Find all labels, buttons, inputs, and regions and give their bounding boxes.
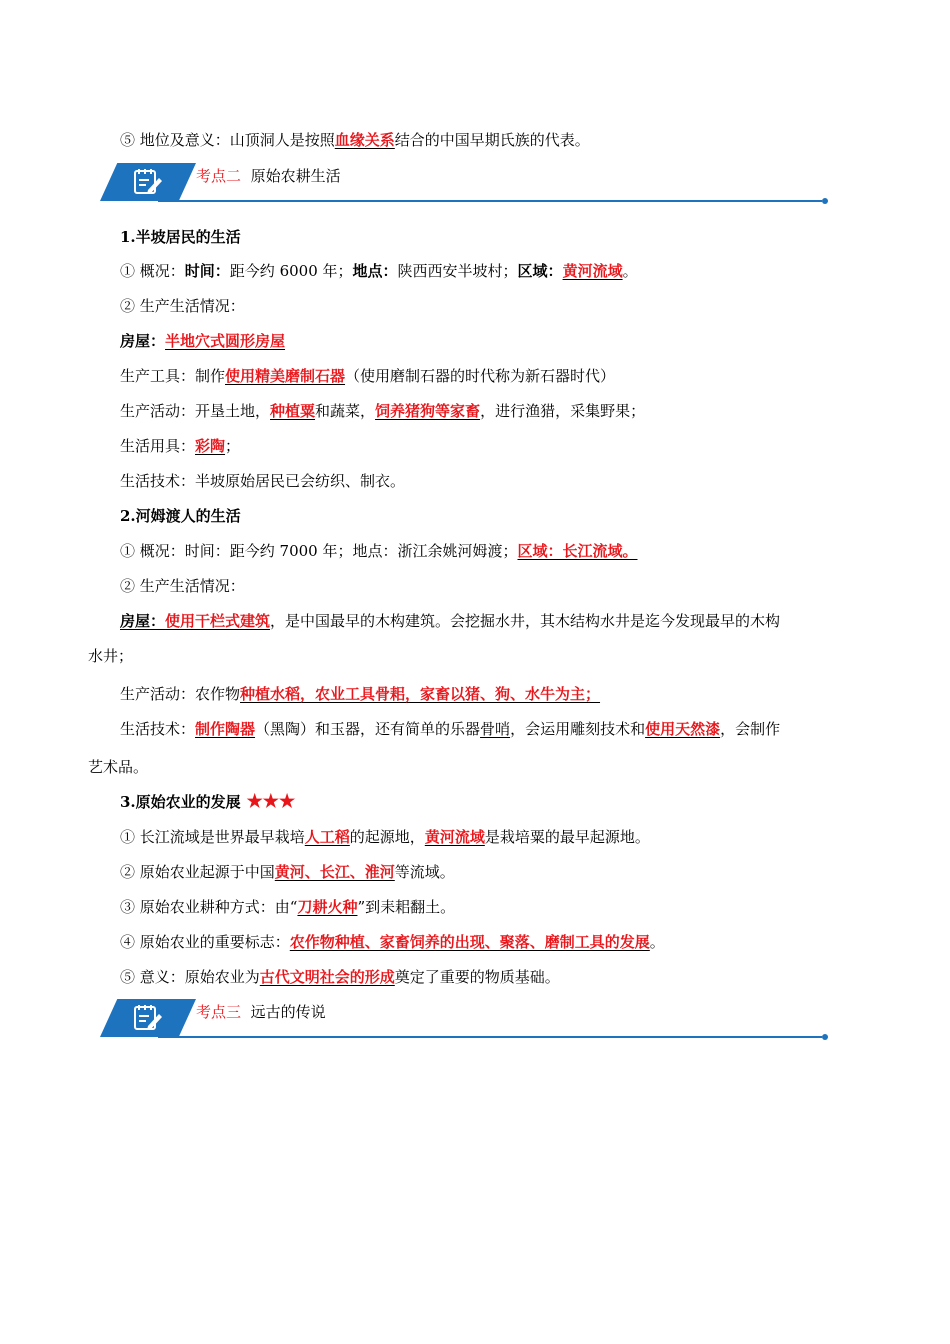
hemudu-sub: ② 生产生活情况： — [120, 577, 245, 595]
notepad-pencil-icon — [133, 1004, 163, 1032]
banpo-tools: 生产工具：制作使用精美磨制石器（使用磨制石器的时代称为新石器时代） — [120, 367, 616, 385]
section-banner-2 — [100, 161, 828, 205]
hemudu-house: 房屋：使用干栏式建筑，是中国最早的木构建筑。会挖掘水井，其木结构水井是迄今发现最早的木构 — [120, 612, 781, 630]
banner-title: 远古的传说 — [250, 1003, 326, 1021]
section-heading-hemudu: 2.河姆渡人的生活 — [120, 507, 241, 525]
hemudu-overview: ① 概况：时间：距今约 7000 年；地点：浙江余姚河姆渡；区域：长江流域。 — [120, 542, 638, 560]
agri-point-2: ② 原始农业起源于中国黄河、长江、淮河等流域。 — [120, 863, 455, 881]
significance-line: ⑤ 地位及意义：山顶洞人是按照血缘关系结合的中国早期氏族的代表。 — [120, 131, 590, 149]
agri-point-3: ③ 原始农业耕种方式：由“刀耕火种”到耒耜翻土。 — [120, 898, 456, 916]
agri-point-5: ⑤ 意义：原始农业为古代文明社会的形成奠定了重要的物质基础。 — [120, 968, 560, 986]
section-heading-agriculture: 3.原始农业的发展 ★★★ — [120, 791, 296, 812]
banpo-house: 房屋：半地穴式圆形房屋 — [120, 332, 286, 350]
banner-prefix: 考点二 — [196, 167, 242, 185]
banner-prefix: 考点三 — [196, 1003, 242, 1021]
hemudu-tech: 生活技术：制作陶器（黑陶）和玉器，还有简单的乐器骨哨，会运用雕刻技术和使用天然漆，会制作 — [120, 720, 781, 738]
hemudu-activity: 生产活动：农作物种植水稻，农业工具骨耜，家畜以猪、狗、水牛为主； — [120, 685, 601, 703]
agri-point-4: ④ 原始农业的重要标志：农作物种植、家畜饲养的出现、聚落、磨制工具的发展。 — [120, 933, 665, 951]
hemudu-house-cont: 水井； — [88, 647, 134, 665]
banner-title: 原始农耕生活 — [250, 167, 341, 185]
notepad-pencil-icon — [133, 168, 163, 196]
banpo-tech: 生活技术：半坡原始居民已会纺织、制衣。 — [120, 472, 406, 490]
hemudu-tech-cont: 艺术品。 — [88, 758, 149, 776]
star-rating-icon: ★★★ — [246, 791, 296, 812]
banpo-sub: ② 生产生活情况： — [120, 297, 245, 315]
section-banner-3 — [100, 997, 828, 1041]
banpo-utensil: 生活用具：彩陶； — [120, 437, 241, 455]
banpo-activity: 生产活动：开垦土地，种植粟和蔬菜，饲养猪狗等家畜，进行渔猎，采集野果； — [120, 402, 646, 420]
banpo-overview: ① 概况：时间：距今约 6000 年；地点：陕西西安半坡村；区域：黄河流域。 — [120, 262, 638, 280]
agri-point-1: ① 长江流域是世界最早栽培人工稻的起源地，黄河流域是栽培粟的最早起源地。 — [120, 828, 650, 846]
section-heading-banpo: 1.半坡居民的生活 — [120, 228, 241, 246]
